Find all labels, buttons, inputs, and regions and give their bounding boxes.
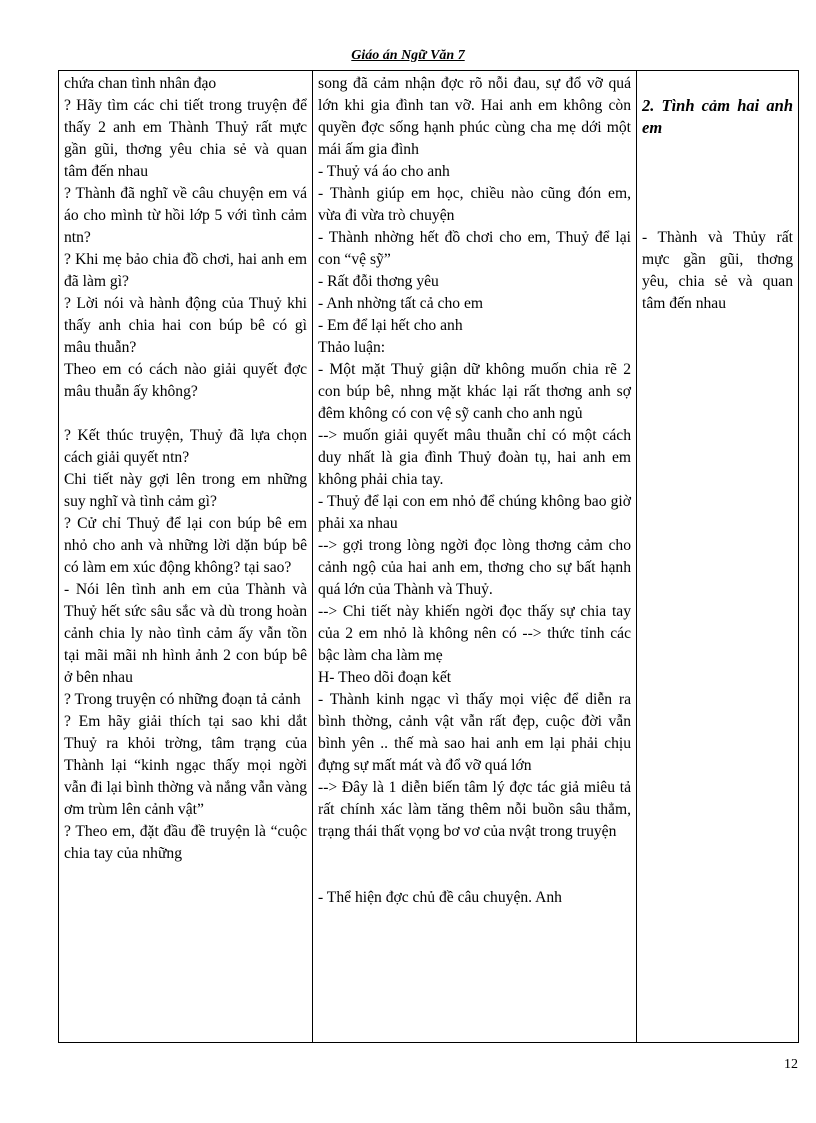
summary-note: - Thành và Thủy rất mực gần gũi, thơng yêu, chia sẻ và quan tâm đến nhau: [642, 229, 793, 312]
page-number: 12: [784, 1057, 798, 1072]
lesson-table: [58, 70, 799, 1043]
question-text: ? Kết thúc truyện, Thuỷ đã lựa chọn cách giải quyết ntn?: [64, 427, 307, 466]
question-text: ? Khi mẹ bảo chia đồ chơi, hai anh em đã làm gì?: [64, 251, 307, 290]
table-row: [59, 71, 799, 1043]
answer-text: --> muốn giải quyết mâu thuẫn chỉ có một cách duy nhất là gia đình Thuỷ đoàn tụ, hai anh em không phải chia tay.: [318, 427, 631, 488]
answer-text: --> Chi tiết này khiến ngời đọc thấy sự chia tay của 2 em nhỏ là không nên có --> thức tỉnh các bậc làm cha làm mẹ: [318, 603, 631, 664]
answer-text: - Rất đỗi thơng yêu: [318, 273, 439, 290]
question-text: Theo em có cách nào giải quyết đợc mâu thuẫn ấy không?: [64, 361, 307, 400]
answer-text: - Em để lại hết cho anh: [318, 317, 463, 334]
answer-text: song đã cảm nhận đợc rõ nỗi đau, sự đổ vỡ quá lớn khi gia đình tan vỡ. Hai anh em không còn quyền đợc sống hạnh phúc cùng cha mẹ dới một mái ấm gia đình: [318, 75, 631, 158]
answer-text: H- Theo dõi đoạn kết: [318, 669, 452, 686]
spacer: [64, 403, 307, 425]
question-text: chứa chan tình nhân đạo: [64, 75, 217, 92]
answer-text: - Thành kinh ngạc vì thấy mọi việc để diễn ra bình thờng, cảnh vật vẫn rất đẹp, cuộc đời vẫn bình yên .. thế mà sao hai anh em lại phải chịu đựng sự mất mát và đổ vỡ quá lớn: [318, 691, 631, 774]
question-text: ? Cử chỉ Thuỷ để lại con búp bê em nhỏ cho anh và những lời dặn búp bê có làm em xúc động không? tại sao?: [64, 515, 307, 576]
answer-text: --> Đây là 1 diễn biến tâm lý đợc tác giả miêu tả rất chính xác làm tăng thêm nỗi buồn sâu thẳm, trạng thái thất vọng bơ vơ của nvật trong truyện: [318, 779, 631, 840]
questions-column: [59, 71, 313, 1043]
question-text: - Nói lên tình anh em của Thành và Thuỷ hết sức sâu sắc và dù trong hoàn cảnh chia ly nào tình cảm ấy vẫn tồn tại mãi mãi nh hình ảnh 2 con búp bê ở bên nhau: [64, 581, 307, 686]
answer-text: --> gợi trong lòng ngời đọc lòng thơng cảm cho cảnh ngộ của hai anh em, thơng cho sự bất hạnh quá lớn của Thành và Thuỷ.: [318, 537, 631, 598]
answer-text: - Thuỷ vá áo cho anh: [318, 163, 450, 180]
question-text: ? Thành đã nghĩ về câu chuyện em vá áo cho mình từ hồi lớp 5 với tình cảm ntn?: [64, 185, 307, 246]
question-text: Chi tiết này gợi lên trong em những suy nghĩ và tình cảm gì?: [64, 471, 307, 510]
answer-text: - Thành giúp em học, chiều nào cũng đón em, vừa đi vừa trò chuyện: [318, 185, 631, 224]
question-text: ? Trong truyện có những đoạn tả cảnh: [64, 691, 301, 708]
summary-column: [637, 71, 799, 1043]
question-text: ? Em hãy giải thích tại sao khi dắt Thuỷ ra khỏi trờng, tâm trạng của Thành lại “kinh ngạc thấy mọi ngời vẫn đi lại bình thờng và nắng vẫn vàng ơm trùm lên cảnh vật”: [64, 713, 307, 818]
question-text: ? Theo em, đặt đầu đề truyện là “cuộc chia tay của những: [64, 823, 307, 862]
answer-text: - Thuỷ để lại con em nhỏ để chúng không bao giờ phải xa nhau: [318, 493, 631, 532]
spacer: [318, 843, 631, 887]
answer-text: - Thể hiện đợc chủ đề câu chuyện. Anh: [318, 889, 562, 906]
page-header: Giáo án Ngữ Văn 7: [351, 48, 465, 63]
answer-text: - Thành nhờng hết đồ chơi cho em, Thuỷ để lại con “vệ sỹ”: [318, 229, 631, 268]
answer-text: - Một mặt Thuỷ giận dữ không muốn chia rẽ 2 con búp bê, nhng mặt khác lại rất thơng anh sợ đêm không có con vệ sỹ canh cho anh ngủ: [318, 361, 631, 422]
section-heading: 2. Tình cảm hai anh em: [642, 96, 793, 137]
question-text: ? Hãy tìm các chi tiết trong truyện để thấy 2 anh em Thành Thuỷ rất mực gần gũi, thơng yêu chia sẻ và quan tâm đến nhau: [64, 97, 307, 180]
answers-column: [313, 71, 637, 1043]
answer-text: Thảo luận:: [318, 339, 386, 356]
question-text: ? Lời nói và hành động của Thuỷ khi thấy anh chia hai con búp bê có gì mâu thuẫn?: [64, 295, 307, 356]
answer-text: - Anh nhờng tất cả cho em: [318, 295, 484, 312]
